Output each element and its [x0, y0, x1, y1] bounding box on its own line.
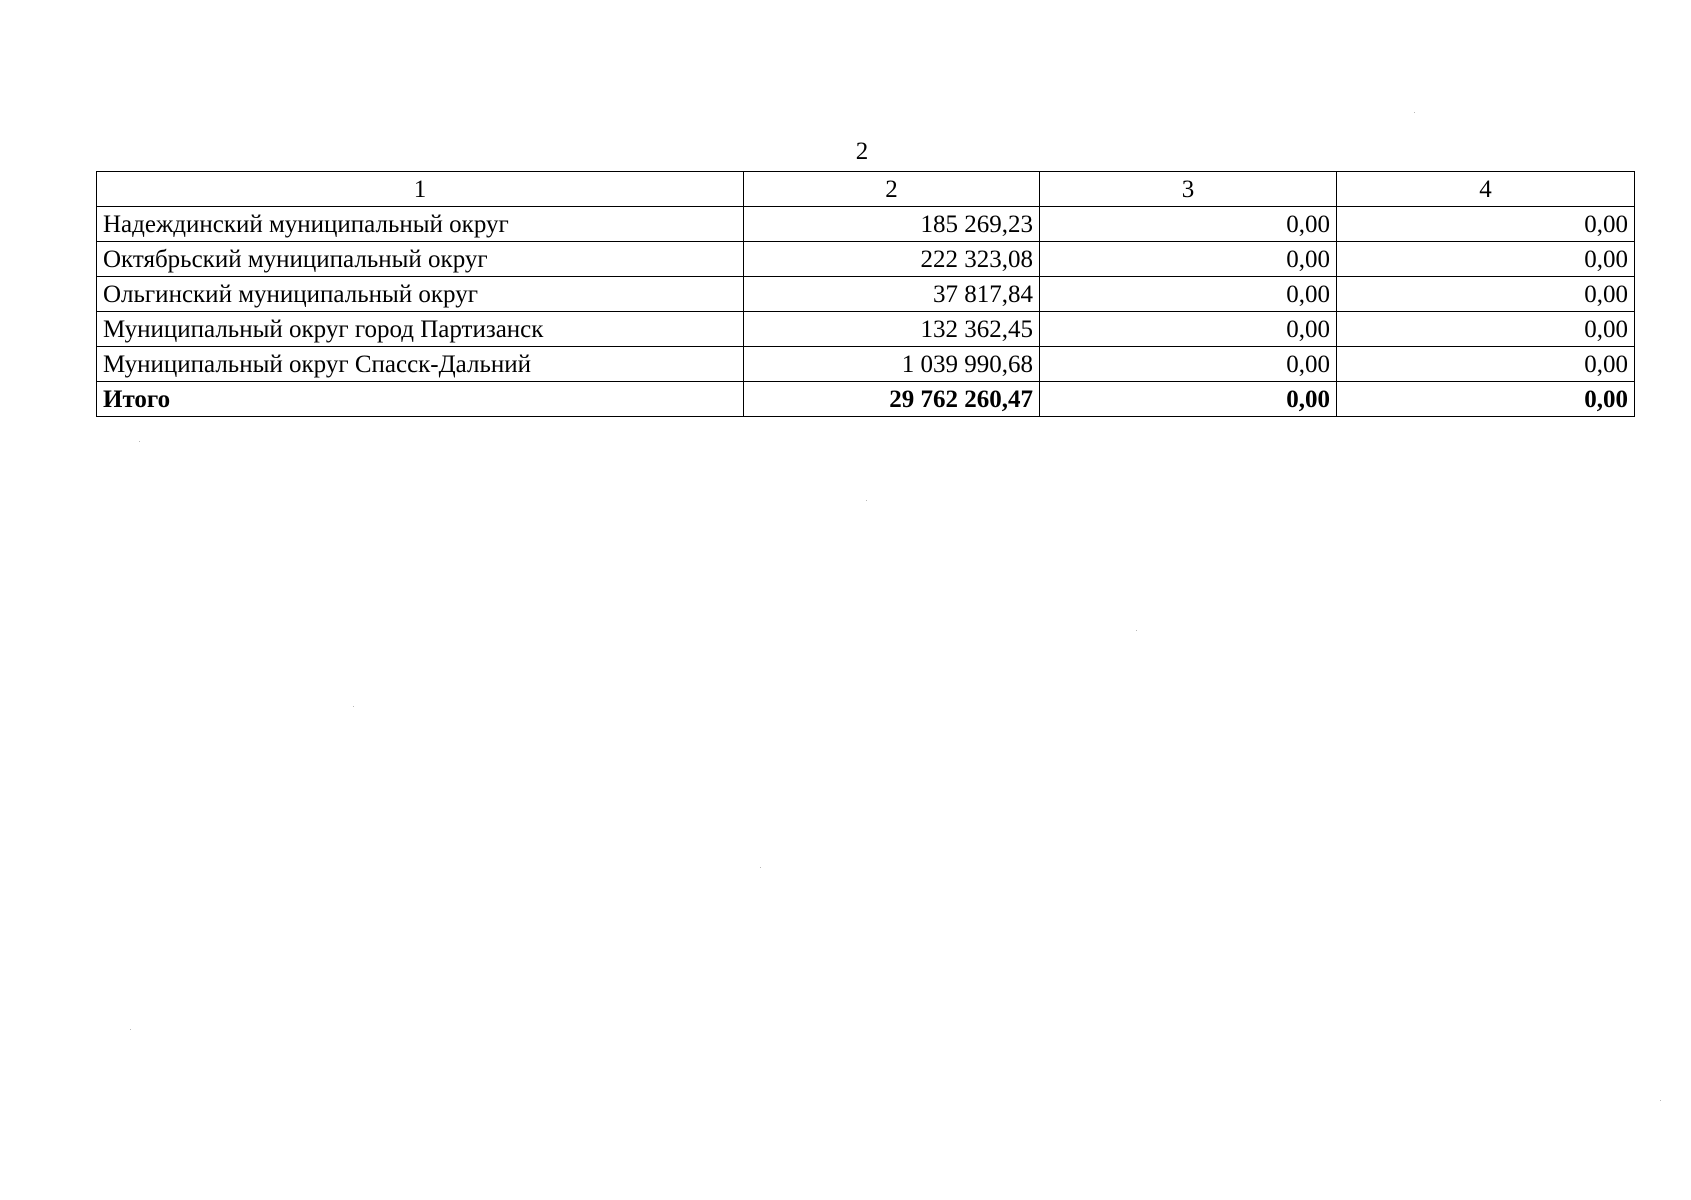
row-value-col2: 185 269,23 — [744, 207, 1040, 242]
scan-speck — [353, 706, 354, 707]
page-number: 2 — [855, 138, 869, 165]
scan-speck — [1414, 112, 1415, 113]
row-value-col2: 1 039 990,68 — [744, 347, 1040, 382]
table-row — [97, 242, 1635, 277]
row-value-col4: 0,00 — [1337, 312, 1635, 347]
row-value-col2: 132 362,45 — [744, 312, 1040, 347]
row-value-col4: 0,00 — [1337, 207, 1635, 242]
column-number-2: 2 — [744, 172, 1040, 207]
table-row — [97, 207, 1635, 242]
scan-speck — [866, 500, 867, 501]
scan-speck — [760, 867, 761, 868]
total-row — [97, 382, 1635, 417]
table-row — [97, 277, 1635, 312]
row-value-col2: 222 323,08 — [744, 242, 1040, 277]
total-value-col3: 0,00 — [1040, 382, 1337, 417]
row-value-col3: 0,00 — [1040, 207, 1337, 242]
total-label: Итого — [97, 382, 744, 417]
row-value-col2: 37 817,84 — [744, 277, 1040, 312]
total-value-col2: 29 762 260,47 — [744, 382, 1040, 417]
table-header-row — [97, 172, 1635, 207]
table-row — [97, 312, 1635, 347]
column-number-4: 4 — [1337, 172, 1635, 207]
row-value-col3: 0,00 — [1040, 242, 1337, 277]
row-value-col3: 0,00 — [1040, 347, 1337, 382]
row-value-col4: 0,00 — [1337, 242, 1635, 277]
column-number-1: 1 — [97, 172, 744, 207]
table-row — [97, 347, 1635, 382]
row-name: Муниципальный округ Спасск-Дальний — [97, 347, 744, 382]
scan-speck — [139, 441, 140, 442]
scan-speck — [1660, 1100, 1661, 1101]
data-table — [96, 171, 1635, 417]
row-name: Октябрьский муниципальный округ — [97, 242, 744, 277]
row-name: Муниципальный округ город Партизанск — [97, 312, 744, 347]
row-value-col3: 0,00 — [1040, 277, 1337, 312]
row-name: Надеждинский муниципальный округ — [97, 207, 744, 242]
column-number-3: 3 — [1040, 172, 1337, 207]
row-value-col4: 0,00 — [1337, 277, 1635, 312]
row-name: Ольгинский муниципальный округ — [97, 277, 744, 312]
scan-speck — [1136, 630, 1137, 631]
row-value-col3: 0,00 — [1040, 312, 1337, 347]
scan-speck — [130, 1029, 131, 1030]
total-value-col4: 0,00 — [1337, 382, 1635, 417]
row-value-col4: 0,00 — [1337, 347, 1635, 382]
